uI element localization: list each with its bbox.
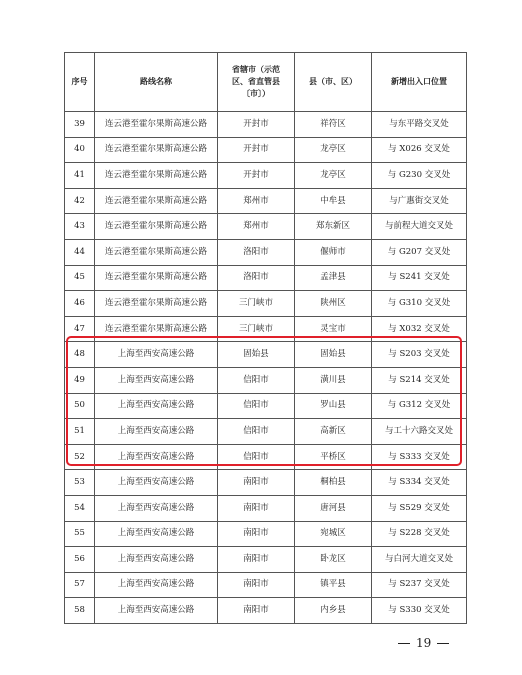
cell-position: 与 S241 交叉处	[372, 265, 467, 291]
table-row	[65, 419, 467, 445]
cell-position: 与白河大道交叉处	[372, 547, 467, 573]
table-row	[65, 163, 467, 189]
cell-route: 连云港至霍尔果斯高速公路	[95, 163, 218, 189]
cell-city: 三门峡市	[218, 316, 295, 342]
cell-no: 40	[65, 137, 95, 163]
cell-route: 上海至西安高速公路	[95, 521, 218, 547]
cell-county: 唐河县	[295, 495, 372, 521]
header-no: 序号	[65, 53, 95, 112]
cell-route: 连云港至霍尔果斯高速公路	[95, 214, 218, 240]
cell-position: 与东平路交叉处	[372, 112, 467, 138]
table-row	[65, 291, 467, 317]
cell-route: 上海至西安高速公路	[95, 495, 218, 521]
cell-no: 54	[65, 495, 95, 521]
cell-city: 郑州市	[218, 214, 295, 240]
cell-no: 46	[65, 291, 95, 317]
cell-route: 上海至西安高速公路	[95, 393, 218, 419]
page-dash-left	[398, 643, 410, 644]
cell-position: 与 G207 交叉处	[372, 239, 467, 265]
cell-no: 44	[65, 239, 95, 265]
cell-no: 55	[65, 521, 95, 547]
cell-no: 47	[65, 316, 95, 342]
page-dash-right	[437, 643, 449, 644]
table-row	[65, 470, 467, 496]
cell-position: 与 S228 交叉处	[372, 521, 467, 547]
cell-county: 中牟县	[295, 188, 372, 214]
cell-route: 连云港至霍尔果斯高速公路	[95, 188, 218, 214]
cell-position: 与 S203 交叉处	[372, 342, 467, 368]
cell-city: 开封市	[218, 112, 295, 138]
cell-county: 郑东新区	[295, 214, 372, 240]
cell-no: 50	[65, 393, 95, 419]
cell-county: 固始县	[295, 342, 372, 368]
cell-no: 52	[65, 444, 95, 470]
cell-county: 潢川县	[295, 367, 372, 393]
cell-no: 41	[65, 163, 95, 189]
header-county: 县（市、区）	[295, 53, 372, 112]
cell-route: 上海至西安高速公路	[95, 444, 218, 470]
cell-position: 与 S333 交叉处	[372, 444, 467, 470]
cell-county: 内乡县	[295, 598, 372, 624]
cell-city: 郑州市	[218, 188, 295, 214]
header-position: 新增出入口位置	[372, 53, 467, 112]
cell-city: 南阳市	[218, 470, 295, 496]
cell-city: 信阳市	[218, 419, 295, 445]
cell-route: 上海至西安高速公路	[95, 419, 218, 445]
cell-no: 43	[65, 214, 95, 240]
cell-city: 南阳市	[218, 598, 295, 624]
cell-city: 洛阳市	[218, 265, 295, 291]
cell-position: 与 G312 交叉处	[372, 393, 467, 419]
table-row	[65, 444, 467, 470]
table-row	[65, 393, 467, 419]
cell-position: 与 S214 交叉处	[372, 367, 467, 393]
cell-city: 洛阳市	[218, 239, 295, 265]
cell-position: 与 G310 交叉处	[372, 291, 467, 317]
cell-no: 49	[65, 367, 95, 393]
table-row	[65, 572, 467, 598]
cell-county: 高新区	[295, 419, 372, 445]
cell-route: 上海至西安高速公路	[95, 572, 218, 598]
cell-no: 51	[65, 419, 95, 445]
cell-position: 与广惠街交叉处	[372, 188, 467, 214]
cell-position: 与 S529 交叉处	[372, 495, 467, 521]
cell-city: 南阳市	[218, 495, 295, 521]
cell-position: 与 X032 交叉处	[372, 316, 467, 342]
cell-county: 灵宝市	[295, 316, 372, 342]
cell-county: 镇平县	[295, 572, 372, 598]
cell-position: 与 S334 交叉处	[372, 470, 467, 496]
table-row	[65, 342, 467, 368]
table-row	[65, 265, 467, 291]
cell-route: 连云港至霍尔果斯高速公路	[95, 316, 218, 342]
cell-city: 南阳市	[218, 547, 295, 573]
cell-county: 孟津县	[295, 265, 372, 291]
table-row	[65, 239, 467, 265]
cell-county: 平桥区	[295, 444, 372, 470]
cell-county: 龙亭区	[295, 137, 372, 163]
interchange-table	[64, 52, 467, 624]
cell-city: 南阳市	[218, 572, 295, 598]
cell-city: 固始县	[218, 342, 295, 368]
cell-county: 祥符区	[295, 112, 372, 138]
cell-no: 57	[65, 572, 95, 598]
cell-county: 卧龙区	[295, 547, 372, 573]
cell-route: 上海至西安高速公路	[95, 367, 218, 393]
page-number-text: 19	[416, 636, 432, 650]
header-city: 省辖市（示范区、省直管县〔市〕）	[218, 53, 295, 112]
table-row	[65, 367, 467, 393]
cell-route: 连云港至霍尔果斯高速公路	[95, 239, 218, 265]
cell-no: 39	[65, 112, 95, 138]
interchange-table-container	[64, 52, 466, 624]
cell-position: 与 S330 交叉处	[372, 598, 467, 624]
cell-position: 与 G230 交叉处	[372, 163, 467, 189]
table-row	[65, 112, 467, 138]
cell-city: 开封市	[218, 163, 295, 189]
cell-county: 桐柏县	[295, 470, 372, 496]
table-row	[65, 598, 467, 624]
cell-position: 与 X026 交叉处	[372, 137, 467, 163]
cell-route: 连云港至霍尔果斯高速公路	[95, 291, 218, 317]
cell-route: 连云港至霍尔果斯高速公路	[95, 265, 218, 291]
table-row	[65, 547, 467, 573]
table-row	[65, 495, 467, 521]
cell-no: 53	[65, 470, 95, 496]
table-row	[65, 188, 467, 214]
cell-no: 56	[65, 547, 95, 573]
table-row	[65, 137, 467, 163]
cell-no: 48	[65, 342, 95, 368]
cell-route: 上海至西安高速公路	[95, 470, 218, 496]
table-row	[65, 316, 467, 342]
table-header-row	[65, 53, 467, 112]
cell-county: 偃师市	[295, 239, 372, 265]
cell-position: 与工十六路交叉处	[372, 419, 467, 445]
cell-city: 三门峡市	[218, 291, 295, 317]
cell-city: 开封市	[218, 137, 295, 163]
page-number	[392, 636, 455, 650]
cell-route: 连云港至霍尔果斯高速公路	[95, 112, 218, 138]
cell-county: 龙亭区	[295, 163, 372, 189]
cell-city: 南阳市	[218, 521, 295, 547]
cell-no: 42	[65, 188, 95, 214]
table-row	[65, 214, 467, 240]
cell-no: 58	[65, 598, 95, 624]
cell-city: 信阳市	[218, 393, 295, 419]
header-route: 路线名称	[95, 53, 218, 112]
cell-county: 陕州区	[295, 291, 372, 317]
cell-city: 信阳市	[218, 367, 295, 393]
cell-position: 与前程大道交叉处	[372, 214, 467, 240]
cell-route: 上海至西安高速公路	[95, 598, 218, 624]
cell-county: 宛城区	[295, 521, 372, 547]
table-row	[65, 521, 467, 547]
cell-city: 信阳市	[218, 444, 295, 470]
table-body	[65, 112, 467, 624]
cell-county: 罗山县	[295, 393, 372, 419]
cell-route: 上海至西安高速公路	[95, 547, 218, 573]
cell-route: 连云港至霍尔果斯高速公路	[95, 137, 218, 163]
cell-no: 45	[65, 265, 95, 291]
cell-position: 与 S237 交叉处	[372, 572, 467, 598]
cell-route: 上海至西安高速公路	[95, 342, 218, 368]
